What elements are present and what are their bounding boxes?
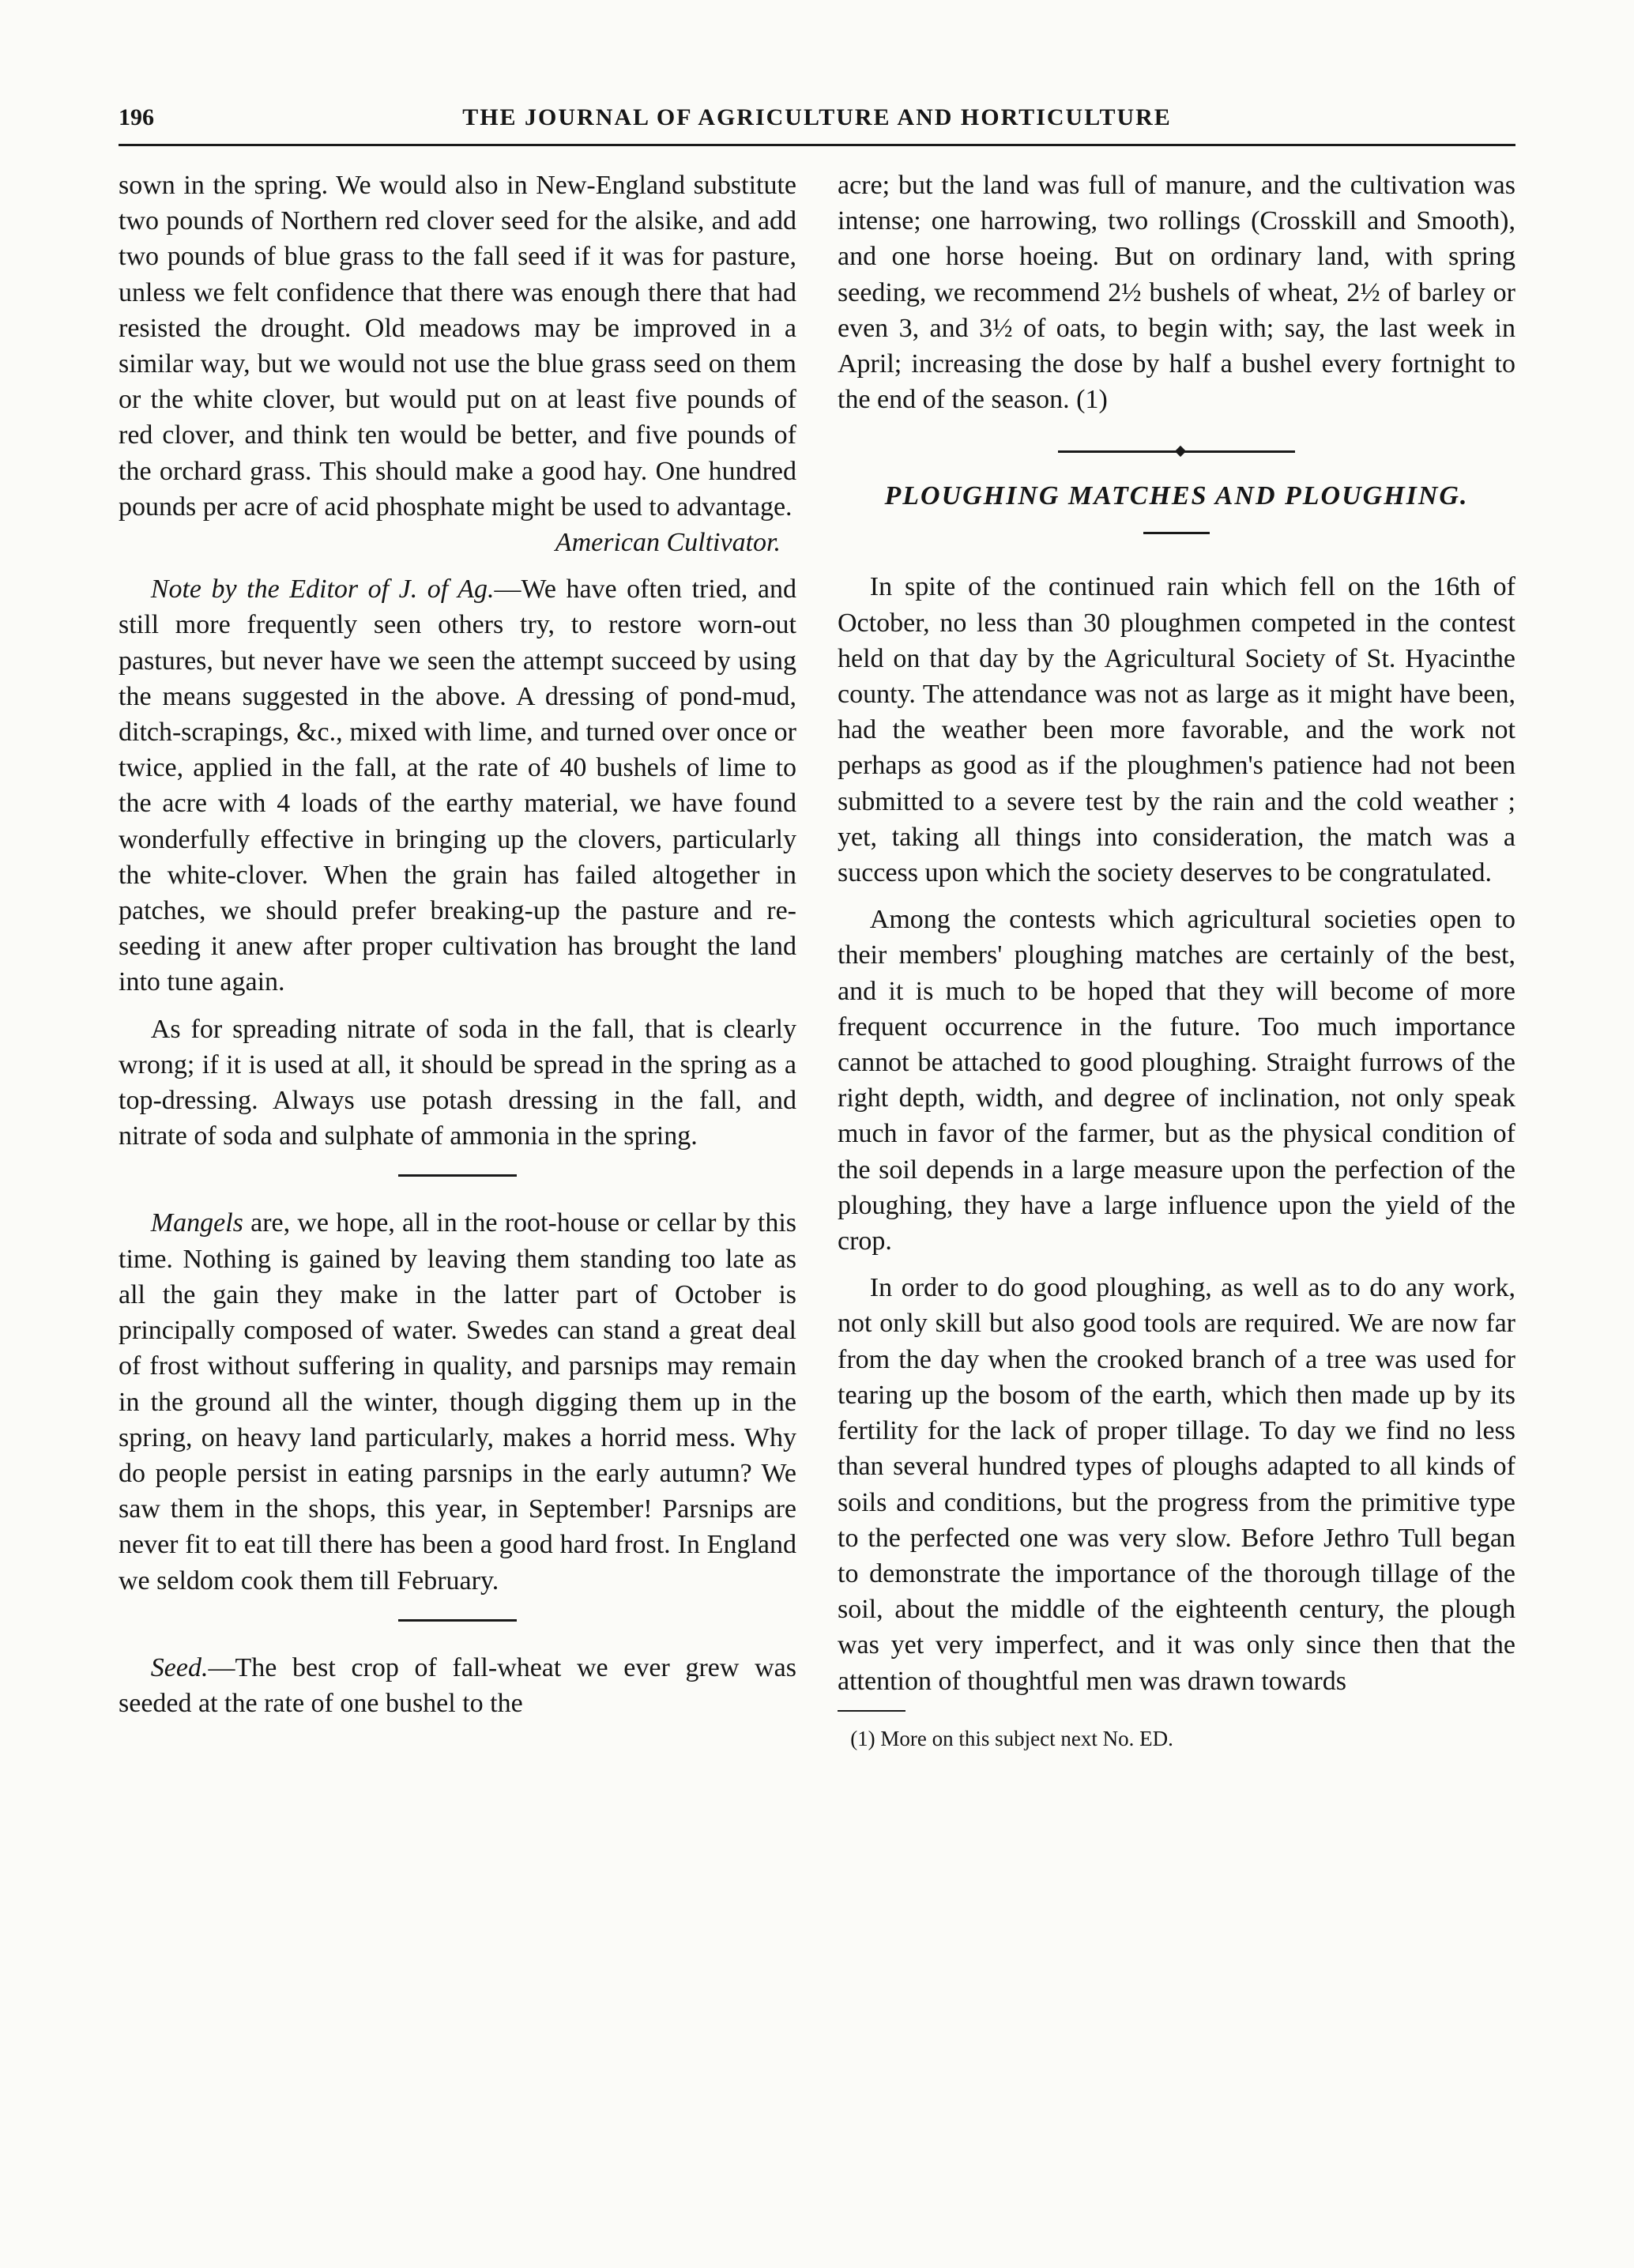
seed-text: —The best crop of fall-wheat we ever grew was seeded at the rate of one bushel to the bbox=[119, 1652, 796, 1718]
paragraph-editor-note bbox=[119, 571, 796, 1000]
paragraph-acre-continued: acre; but the land was full of manure, and the cultivation was intense; one harrowing, two rollings (Crosskill and Smooth), and one horse hoeing. But on ordinary land, with spring seeding, we recommend 2½ bushels of wheat, 2½ of barley or even 3, and 3½ of oats, to begin with; say, the last week in April; increasing the dose by half a bushel every fortnight to the end of the season. (1) bbox=[838, 171, 1515, 415]
mangels-lead: Mangels bbox=[150, 1208, 243, 1238]
right-column bbox=[838, 168, 1515, 1753]
page-number: 196 bbox=[119, 104, 154, 130]
paragraph-match-report: In spite of the continued rain which fell on the 16th of October, no less than 30 ploughmen competed in the contest held on that day by the Agricultural Society of St. Hyacinthe county. The attendance was not as large as it might have been, had the weather been more favorable, and the work not perhaps as good as if the ploughmen's patience had not been submitted to a severe test by the rain and the cold weather ; yet, taking all things into consideration, the match was a success upon which the society deserves to be congratulated. bbox=[838, 572, 1515, 888]
separator-rule bbox=[398, 1174, 517, 1177]
paragraph-nitrate-of-soda: As for spreading nitrate of soda in the fall, that is clearly wrong; if it is used at all, it should be spread in the spring as a top-dressing. Always use potash dressing in the fall, and nitrate of soda and sulphate of ammonia in the spring. bbox=[119, 1014, 796, 1151]
credit-american-cultivator: American Cultivator. bbox=[555, 528, 781, 558]
heading-underline bbox=[1143, 532, 1210, 534]
left-column bbox=[119, 168, 796, 1721]
paragraph-sown-in-spring: sown in the spring. We would also in New-England substitute two pounds of Northern red clover seed for the alsike, and add two pounds of blue grass to the fall seed if it was for pasture, unless we felt confidence that there was enough there that had resisted the drought. Old meadows may be improved in a similar way, but we would not use the blue grass seed on them or the white clover, but would put on at least five pounds of red clover, and think ten would be better, and five pounds of the orchard grass. This should make a good hay. One hundred pounds per acre of acid phosphate might be used to advantage. bbox=[119, 171, 796, 522]
seed-lead: Seed. bbox=[150, 1652, 209, 1682]
section-heading: PLOUGHING MATCHES AND PLOUGHING. bbox=[884, 481, 1469, 511]
footnote-rule bbox=[838, 1710, 905, 1712]
paragraph-contests: Among the contests which agricultural societies open to their members' ploughing matches are certainly of the best, and it is much to be hoped that they will become of more frequent occurrence in the future. Too much importance cannot be attached to good ploughing. Straight furrows of the right depth, width, and degree of inclination, not only speak much in favor of the farmer, but as the physical condition of the soil depends in a large measure upon the perfection of the ploughing, they have a large influence upon the yield of the crop. bbox=[838, 905, 1515, 1256]
editor-note-text: —We have often tried, and still more frequently seen others try, to restore worn-out pastures, but never have we seen the attempt succeed by using the means suggested in the above. A dressing of pond-mud, ditch-scrapings, &c., mixed with lime, and turned over once or twice, applied in the fall, at the rate of 40 bushels of lime to the acre with 4 loads of the earthy material, we have found wonderfully effective in bringing up the clovers, particularly the white-clover. When the grain has failed altogether in patches, we should prefer breaking-up the pasture and re-seeding it anew after proper cultivation has brought the land into tune again. bbox=[119, 575, 797, 997]
page-header bbox=[119, 96, 1515, 146]
running-title: THE JOURNAL OF AGRICULTURE AND HORTICULTURE bbox=[462, 104, 1172, 130]
section-separator bbox=[1058, 450, 1295, 453]
editor-note-lead: Note by the Editor of J. of Ag. bbox=[150, 575, 495, 605]
separator-rule bbox=[398, 1619, 517, 1622]
footnote: (1) More on this subject next No. ED. bbox=[850, 1726, 1173, 1750]
paragraph-seed bbox=[119, 1650, 796, 1721]
paragraph-good-ploughing: In order to do good ploughing, as well as to do any work, not only skill but also good tools are required. We are now far from the day when the crooked branch of a tree was used for tearing up the bosom of the earth, which then made up by its fertility for the lack of proper tillage. To day we find no less than several hundred types of ploughs adapted to all kinds of soils and conditions, but the progress from the primitive type to the perfected one was very slow. Before Jethro Tull began to demonstrate the importance of the thorough tillage of the soil, about the middle of the eighteenth century, the plough was yet very imperfect, and it was only since then that the attention of thoughtful men was drawn towards bbox=[838, 1273, 1515, 1696]
mangels-text: are, we hope, all in the root-house or cellar by this time. Nothing is gained by leaving them standing too late as all the gain they make in the latter part of October is principally composed of water. Swedes can stand a great deal of frost without suffering in quality, and parsnips may remain in the ground all the winter, though digging them up in the spring, on heavy land particularly, makes a horrid mess. Why do people persist in eating parsnips in the early autumn? We saw them in the shops, this year, in September! Parsnips are never fit to eat till there has been a good hard frost. In England we seldom cook them till February. bbox=[119, 1208, 796, 1596]
paragraph-mangels bbox=[119, 1205, 796, 1598]
